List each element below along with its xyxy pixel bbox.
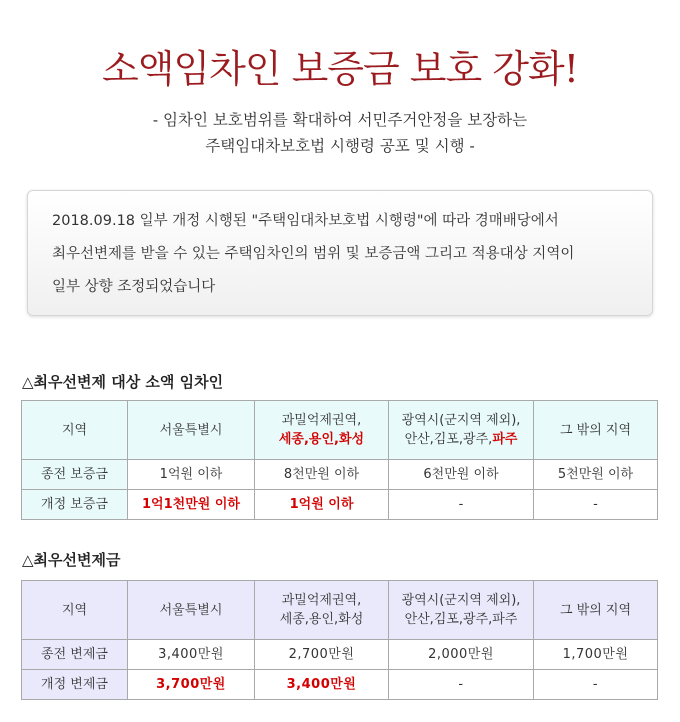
cell-metro: - <box>389 490 534 520</box>
row-label: 개정 보증금 <box>22 490 128 520</box>
subtitle-line-2: 주택임대차보호법 시행령 공포 및 시행 - <box>205 137 475 155</box>
priority-payment-table <box>21 580 658 700</box>
cell-metro: 2,000만원 <box>389 640 534 670</box>
cell-other: 1,700만원 <box>534 640 658 670</box>
header-overcrowded <box>255 581 389 640</box>
cell-overcrowded: 1억원 이하 <box>255 490 389 520</box>
header-overcrowded-line-2: 세종,용인,화성 <box>278 432 365 447</box>
cell-seoul: 3,400만원 <box>128 640 255 670</box>
section-title-priority-payment: △최우선변제금 <box>22 551 121 569</box>
cell-other: - <box>534 670 658 700</box>
cell-overcrowded: 2,700만원 <box>255 640 389 670</box>
header-overcrowded-line-1: 과밀억제권역, <box>281 413 362 428</box>
cell-metro: 6천만원 이하 <box>389 460 534 490</box>
cell-overcrowded: 3,400만원 <box>255 670 389 700</box>
header-metro-line-1: 광역시(군지역 제외), <box>401 593 521 608</box>
header-metro-line-2 <box>389 430 533 449</box>
header-metro-line-2-prefix: 안산,김포,광주, <box>404 432 493 447</box>
table-row <box>22 640 658 670</box>
table-header-row <box>22 581 658 640</box>
header-overcrowded <box>255 401 389 460</box>
cell-overcrowded: 8천만원 이하 <box>255 460 389 490</box>
header-metro <box>389 401 534 460</box>
row-label: 개정 변제금 <box>22 670 128 700</box>
table-row <box>22 460 658 490</box>
header-seoul: 서울특별시 <box>128 581 255 640</box>
cell-other: 5천만원 이하 <box>534 460 658 490</box>
notice-line-2: 최우선변제를 받을 수 있는 주택임차인의 범위 및 보증금액 그리고 적용대상 지역이 <box>52 246 575 262</box>
cell-seoul: 1억1천만원 이하 <box>128 490 255 520</box>
header-other: 그 밖의 지역 <box>534 581 658 640</box>
cell-seoul: 1억원 이하 <box>128 460 255 490</box>
row-label: 종전 보증금 <box>22 460 128 490</box>
page-title: 소액임차인 보증금 보호 강화! <box>101 47 578 91</box>
section-title-eligible-tenants: △최우선변제 대상 소액 임차인 <box>22 373 224 391</box>
header-region: 지역 <box>22 581 128 640</box>
table-row <box>22 490 658 520</box>
header-metro-line-2-highlight: 파주 <box>492 432 518 447</box>
notice-line-1: 2018.09.18 일부 개정 시행된 "주택임대차보호법 시행령"에 따라 경매배당에서 <box>52 213 559 229</box>
header-region: 지역 <box>22 401 128 460</box>
header-metro <box>389 581 534 640</box>
eligible-tenants-table <box>21 400 658 520</box>
header-overcrowded-line-2: 세종,용인,화성 <box>279 612 364 627</box>
header-seoul: 서울특별시 <box>128 401 255 460</box>
header-overcrowded-line-1: 과밀억제권역, <box>281 593 362 608</box>
cell-seoul: 3,700만원 <box>128 670 255 700</box>
subtitle-line-1: - 임차인 보호범위를 확대하여 서민주거안정을 보장하는 <box>152 111 528 129</box>
row-label: 종전 변제금 <box>22 640 128 670</box>
header-other: 그 밖의 지역 <box>534 401 658 460</box>
cell-other: - <box>534 490 658 520</box>
header-metro-line-1: 광역시(군지역 제외), <box>401 413 521 428</box>
header-metro-line-2: 안산,김포,광주,파주 <box>404 612 518 627</box>
notice-line-3: 일부 상향 조정되었습니다 <box>52 279 216 295</box>
cell-metro: - <box>389 670 534 700</box>
table-header-row <box>22 401 658 460</box>
notice-box <box>27 190 653 316</box>
table-row <box>22 670 658 700</box>
